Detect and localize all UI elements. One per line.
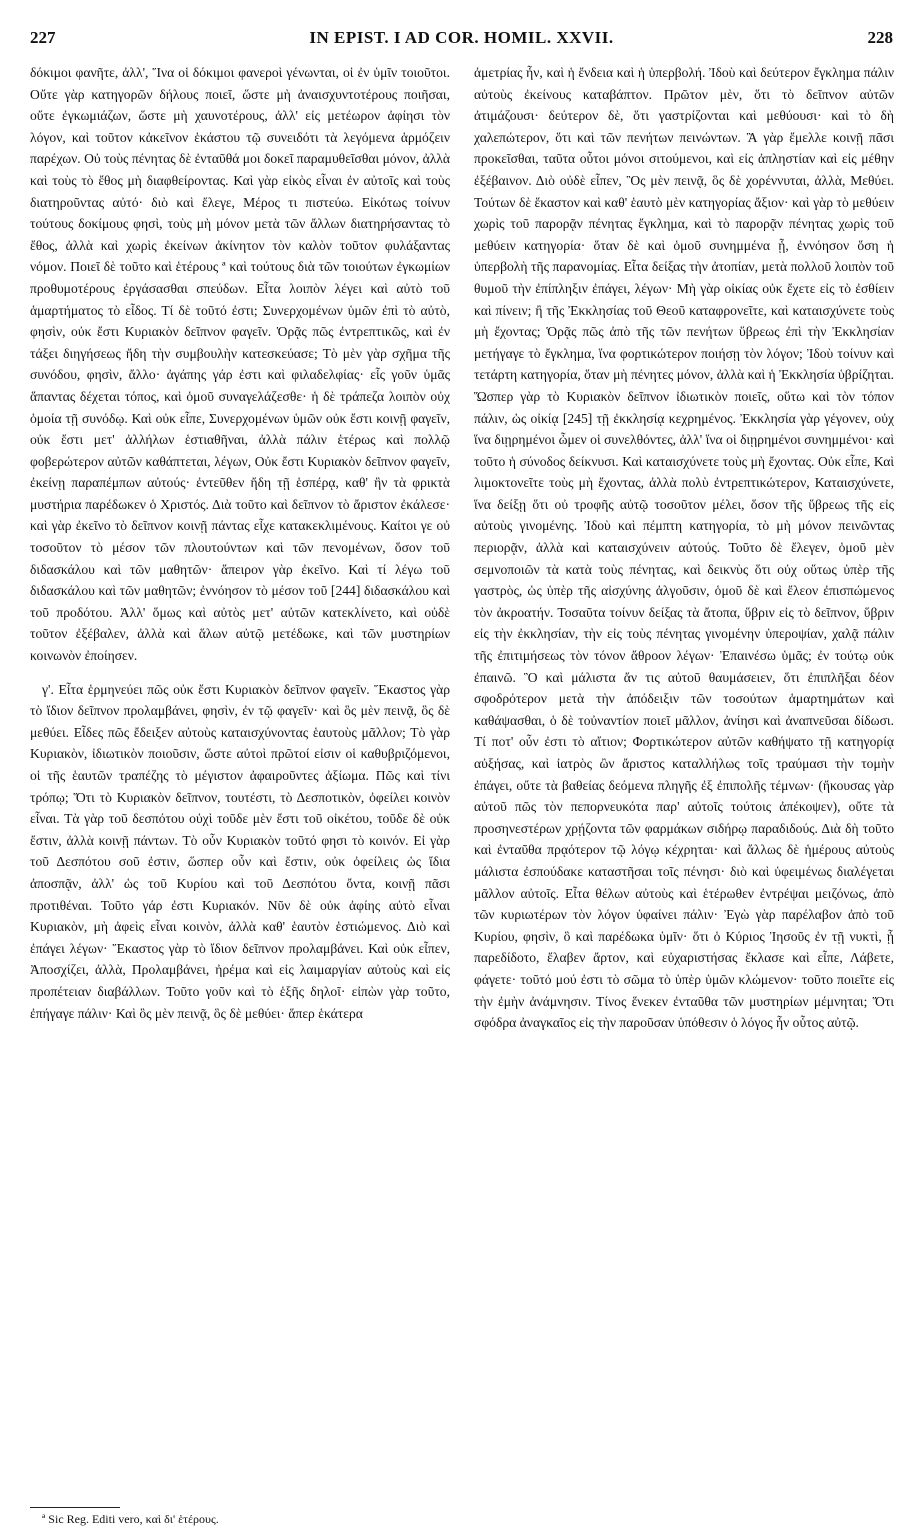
footnote-rule xyxy=(30,1507,120,1508)
left-paragraph-2: γ'. Εἶτα ἑρμηνεύει πῶς οὐκ ἔστι Κυριακὸν δεῖπνον φαγεῖν. Ἕκαστος γὰρ τὸ ἴδιον δεῖπνον προλαμβάνει, φησὶν, ἐν τῷ φαγεῖν· καὶ ὃς μὲν πεινᾷ, ὃς δὲ μεθύει. Εἶδες πῶς ἔδειξεν αὐτοὺς καταισχύνοντας ἑαυτοὺς μᾶλλον; Τὸ γὰρ Κυριακὸν, ἰδιωτικὸν ποιοῦσιν, ὥστε αὐτοὶ πρῶτοί εἰσιν οἱ καθυβριζόμενοι, οἱ τῆς ἑαυτῶν τραπέζης τὸ μέγιστον ἀφαιροῦντες ἀξίωμα. Πῶς καὶ τίνι τρόπῳ; Ὅτι τὸ Κυριακὸν δεῖπνον, τουτέστι, τὸ Δεσποτικὸν, ὀφείλει κοινὸν εἶναι. Τὰ γὰρ τοῦ δεσπότου οὐχὶ τοῦδε μὲν ἔστι τοῦ οἰκέτου, τοῦδε δὲ οὐκ ἔστιν, ἀλλὰ κοινῇ πάντων. Τὸ οὖν Κυριακὸν τοῦτό φησι τὸ κοινόν. Εἰ γὰρ τοῦ Δεσπότου σοῦ ἐστιν, ὥσπερ οὖν καὶ ἔστιν, οὐκ ὀφείλεις ὡς ἴδια ἀποσπᾷν, ἀλλ' ὡς τοῦ Κυρίου καὶ τοῦ Δεσπότου ὄντα, κοινῇ πᾶσι προτιθέναι. Τοῦτο γάρ ἐστι Κυριακόν. Νῦν δὲ οὐκ ἀφίης αὐτὸ εἶναι Κυριακὸν, μὴ ἀφεὶς εἶναι κοινὸν, ἀλλὰ καθ' ἑαυτὸν ἑστιώμενος. Διὸ καὶ ἐπάγει λέγων· Ἕκαστος γὰρ τὸ ἴδιον δεῖπνον προλαμβάνει. Καὶ οὐκ εἶπεν, Ἀποσχίζει, ἀλλὰ, Προλαμβάνει, ἠρέμα καὶ εἰς λαιμαργίαν αὐτοὺς καὶ εἰς προπέτειαν διαβάλλων. Τοῦτο γοῦν καὶ τὸ ἑξῆς δηλοῖ· εἰπὼν γὰρ τοῦτο, ἐπήγαγε πάλιν· Καὶ ὃς μὲν πεινᾷ, ὃς δὲ μεθύει· ἅπερ ἑκάτερα xyxy=(30,681,450,1021)
footnote: ª Sic Reg. Editi vero, καὶ δι' ἑτέρους. xyxy=(42,1512,219,1526)
left-column xyxy=(30,62,450,1502)
left-paragraph-1: δόκιμοι φανῆτε, ἀλλ', Ἵνα οἱ δόκιμοι φανεροὶ γένωνται, οἱ ἐν ὑμῖν τοιοῦτοι. Οὔτε γὰρ κατηγορῶν δήλους ποιεῖ, ὥστε μὴ ἀναισχυντοτέρους ποιῆσαι, οὔτε ἐγκωμιάζων, ὥστε μὴ χαυνοτέρους, ἀλλ' εἰς μετέωρον ἀφίησι τὸν λόγον, καὶ τοῦτον κἀκεῖνον ἑκάστου τῷ συνειδότι τὰ λεγόμενα ἁρμόζειν παρέχων. Οὐ τοὺς πένητας δὲ ἐνταῦθά μοι δοκεῖ παραμυθεῖσθαι μόνον, ἀλλὰ καὶ τοὺς τὸ ἔθος μὴ διαφθείροντας. Καὶ γὰρ εἰκὸς εἶναι ἐν αὐτοῖς καὶ τοὺς διατηροῦντας αὐτό· διὸ καὶ ἔλεγε, Μέρος τι πιστεύω. Εἰκότως τοίνυν τούτους δοκίμους φησὶ, τοὺς μὴ μόνον μετὰ τῶν ἄλλων διατηρήσαντας τὸ ἔθος, ἀλλὰ καὶ χωρὶς ἐκείνων ἀκίνητον τὸν καλὸν τοῦτον φυλάξαντας νόμον. Ποιεῖ δὲ τοῦτο καὶ ἑτέρους ª καὶ τούτους διὰ τῶν τοιούτων ἐγκωμίων προθυμοτέρους ἐργάσασθαι σπεύδων. Εἶτα λοιπὸν λέγει καὶ αὐτὸ τοῦ ἁμαρτήματος τὸ εἶδος. Τί δὲ τοῦτό ἐστι; Συνερχομένων ὑμῶν ἐπὶ τὸ αὐτὸ, φησὶν, οὐκ ἔστι Κυριακὸν δεῖπνον φαγεῖν. Ὁρᾷς πῶς ἐντρεπτικῶς, καὶ ἐν τάξει διηγήσεως ἤδη τὴν συμβουλὴν κατεσκεύασε; Τὸ μὲν γὰρ σχῆμα τῆς συνόδου, φησὶν, ἄλλο· ἀγάπης γάρ ἐστι καὶ φιλαδελφίας· εἷς γοῦν ὑμᾶς ἅπαντας δέχεται τόπος, καὶ ὁμοῦ συναγελάζεσθε· ἡ δὲ τράπεζα λοιπὸν οὐχ ὁμοία τῇ συνόδῳ. Καὶ οὐκ εἶπε, Συνερχομένων ὑμῶν οὐκ ἔστι κοινῇ φαγεῖν, οὐκ ἔστι μετ' ἀλλήλων ἑστιαθῆναι, ἀλλὰ πάλιν ἑτέρως καὶ πολλῷ φοβερώτερον αὐτῶν καθάπτεται, λέγων, Οὐκ ἔστι Κυριακὸν δεῖπνον φαγεῖν, ἐκείνῃ παραπέμπων αὐτούς· ἐντεῦθεν ἤδη τῇ ἑσπέρᾳ, καθ' ἣν τὰ φρικτὰ μυστήρια παρέδωκεν ὁ Χριστός. Διὰ τοῦτο καὶ δεῖπνον τὸ ἄριστον ἐκάλεσε· καὶ γὰρ ἐκεῖνο τὸ δεῖπνον κοινῇ πάντας εἶχε κατακεκλιμένους. Καίτοι γε οὐ τοσοῦτον τὸ μέσον τῶν πλουτούντων καὶ τῶν πενομένων, ὅσον τοῦ διδασκάλου καὶ τῶν μαθητῶν· ἄπειρον γὰρ ἐκεῖνο. Καὶ τί λέγω τοῦ διδασκάλου καὶ τῶν μαθητῶν; ἐννόησον τὸ μέσον τοῦ [244] διδασκάλου καὶ τοῦ προδότου. Ἀλλ' ὅμως καὶ αὐτὸς μετ' αὐτῶν κατεκλίνετο, καὶ οὐδὲ τοῦτον ἐξέβαλεν, ἀλλὰ καὶ ἅλων αὐτῷ μετέδωκε, καὶ τῶν μυστηρίων κοινωνὸν ἐποίησεν. xyxy=(30,65,450,664)
page-number-right: 228 xyxy=(867,28,893,47)
running-header xyxy=(30,28,893,54)
right-paragraph-1: ἀμετρίας ἦν, καὶ ἡ ἔνδεια καὶ ἡ ὑπερβολή. Ἰδοὺ καὶ δεύτερον ἔγκλημα πάλιν αὐτοὺς ἐκείνους καταβάπτον. Πρῶτον μὲν, ὅτι τὸ δεῖπνον αὐτῶν ἀτιμάζουσι· δεύτερον δὲ, ὅτι γαστρίζονται καὶ μεθύουσι· καὶ τὸ δὴ χαλεπώτερον, ὅτι καὶ τῶν πενήτων πεινώντων. Ἃ γὰρ ἔμελλε κοινῇ πᾶσι προκεῖσθαι, ταῦτα οὗτοι μόνοι σιτούμενοι, καὶ εἰς ἀπληστίαν καὶ εἰς μέθην ἐξέβαινον. Διὸ οὐδὲ εἶπεν, Ὃς μὲν πεινᾷ, ὃς δὲ χορέννυται, ἀλλὰ, Μεθύει. Τούτων δὲ ἕκαστον καὶ καθ' ἑαυτὸ μὲν κατηγορίας ἄξιον· καὶ γὰρ τὸ μεθύειν χωρὶς τοῦ παρορᾷν πένητας ἔγκλημα, καὶ τὸ παρορᾷν πένητας χωρὶς τοῦ μεθύειν κατηγορία· ὅταν δὲ καὶ ὁμοῦ συνημμένα ᾖ, ἐννόησον ὅση ἡ ὑπερβολὴ τῆς παρανομίας. Εἶτα δείξας τὴν ἀτοπίαν, μετὰ πολλοῦ λοιπὸν τοῦ θυμοῦ τὴν ἐπίπληξιν ἐπάγει, λέγων· Μὴ γὰρ οἰκίας οὐκ ἔχετε εἰς τὸ ἐσθίειν καὶ πίνειν; ἢ τῆς Ἐκκλησίας τοῦ Θεοῦ καταφρονεῖτε, καὶ καταισχύνετε τοὺς μὴ ἔχοντας; Ὁρᾷς πῶς ἀπὸ τῆς τῶν πενήτων ὕβρεως ἐπὶ τὴν Ἐκκλησίαν μετήγαγε τὸ ἔγκλημα, ἵνα φορτικώτερον ποιήσῃ τὸν λόγον; Ἰδοὺ τοίνυν καὶ τετάρτη κατηγορία, ὅταν μὴ πένητες μόνον, ἀλλὰ καὶ ἡ Ἐκκλησία ὑβρίζηται. Ὥσπερ γὰρ τὸ Κυριακὸν δεῖπνον ἰδιωτικὸν ποιεῖς, οὕτω καὶ τὸν τόπον πάλιν, ὡς οἰκίᾳ [245] τῇ ἐκκλησίᾳ κεχρημένος. Ἐκκλησία γὰρ γέγονεν, οὐχ ἵνα διῃρημένοι ὦμεν οἱ συνελθόντες, ἀλλ' ἵνα οἱ διῃρημένοι συνημμένοι· καὶ τοῦτο ἡ σύνοδος δείκνυσι. Καὶ καταισχύνετε τοὺς μὴ ἔχοντας. Οὐκ εἶπε, Καὶ λιμοκτονεῖτε τοὺς μὴ ἔχοντας, ἀλλὰ πολὺ ἐντρεπτικώτερον, Καταισχύνετε, ἵνα δείξῃ ὅτι οὐ τροφῆς αὐτῷ τοσοῦτον μέλει, ὅσον τῆς ὕβρεως τῆς εἰς αὐτοὺς γινομένης. Ἰδοὺ καὶ πέμπτη κατηγορία, τὸ μὴ μόνον πεινῶντας περιορᾷν, ἀλλὰ καὶ καταισχύνειν αὐτούς. Τοῦτο δὲ ἔλεγεν, ὁμοῦ μὲν σεμνοποιῶν τὰ κατὰ τοὺς πένητας, καὶ δεικνὺς ὅτι οὐχ οὕτως ὑπὲρ τῆς γαστρὸς, ὡς ὑπὲρ τῆς αἰσχύνης ἀλγοῦσιν, ὁμοῦ δὲ καὶ ἔλεον ἐπισπώμενος τὸν ἀκροατήν. Τοσαῦτα τοίνυν δείξας τὰ ἄτοπα, ὕβριν εἰς τὸ δεῖπνον, ὕβριν εἰς τὴν ἐκκλησίαν, τὴν εἰς τοὺς πένητας γινομένην ὑπεροψίαν, χαλᾷ πάλιν τῆς ἐπιτιμήσεως τὸν τόνον ἄθροον λέγων· Ἐπαινέσω ὑμᾶς; ἐν τούτῳ οὐκ ἐπαινῶ. Ὃ καὶ μάλιστα ἄν τις αὐτοῦ θαυμάσειεν, ὅτι ἐπιπλῆξαι δέον σφοδρότερον μετὰ τὴν ἀπόδειξιν τῶν τοσούτων ἁμαρτημάτων καὶ καθάψασθαι, ὁ δὲ τοὐναντίον ποιεῖ μᾶλλον, ἀνίησι καὶ ἀναπνεῦσαι δίδωσι. Τί ποτ' οὖν ἐστι τὸ αἴτιον; Φορτικώτερον αὐτῶν καθήψατο τῇ κατηγορίᾳ αὐξήσας, καὶ ἰατρὸς ὢν ἄριστος καταλλήλως τοῖς τραύμασι τὴν τομὴν ἐπάγει, οὔτε τὰ βαθείας δεόμενα πληγῆς ἐξ ἐπιπολῆς τέμνων· (ἤκουσας γὰρ αὐτοῦ πῶς τὸν πεπορνευκότα παρ' αὐτοῖς τούτοις ἀπέκοψεν), οὔτε τὰ προσηνεστέρων χρῄζοντα τῶν φαρμάκων σιδήρῳ παραδιδούς. Διὰ δὴ τοῦτο καὶ ἐνταῦθα πρᾳότερον τῷ λόγῳ κέχρηται· καὶ ἄλλως δὲ ἡμέρους αὐτοὺς μάλιστα ἐσπούδακε καταστῆσαι τοῖς πένησι· διὸ καὶ ὑφειμένως διαλέγεται μᾶλλον αὐτοῖς. Εἶτα θέλων αὐτοὺς καὶ ἑτέρωθεν ἐντρέψαι μειζόνως, ἀπὸ τῶν κυριωτέρων τὸν λόγον ὑφαίνει πάλιν· Ἐγὼ γὰρ παρέλαβον ἀπὸ τοῦ Κυρίου, φησὶν, ὃ καὶ παρέδωκα ὑμῖν· ὅτι ὁ Κύριος Ἰησοῦς ἐν τῇ νυκτὶ, ᾗ παρεδίδοτο, ἔλαβεν ἄρτον, καὶ εὐχαριστήσας ἔκλασε καὶ εἶπε, Λάβετε, φάγετε· τοῦτό μού ἐστι τὸ σῶμα τὸ ὑπὲρ ὑμῶν κλώμενον· τοῦτο ποιεῖτε εἰς τὴν ἐμὴν ἀνάμνησιν. Τίνος ἕνεκεν ἐνταῦθα τῶν μυστηρίων μέμνηται; Ὅτι σφόδρα ἀναγκαῖος εἰς τὴν παροῦσαν ὑπόθεσιν ὁ λόγος ἦν οὗτος αὐτῷ. xyxy=(474,65,894,1031)
page-number-left: 227 xyxy=(30,28,56,47)
running-title: IN EPIST. I AD COR. HOMIL. XXVII. xyxy=(309,28,614,47)
right-column xyxy=(474,62,894,1502)
